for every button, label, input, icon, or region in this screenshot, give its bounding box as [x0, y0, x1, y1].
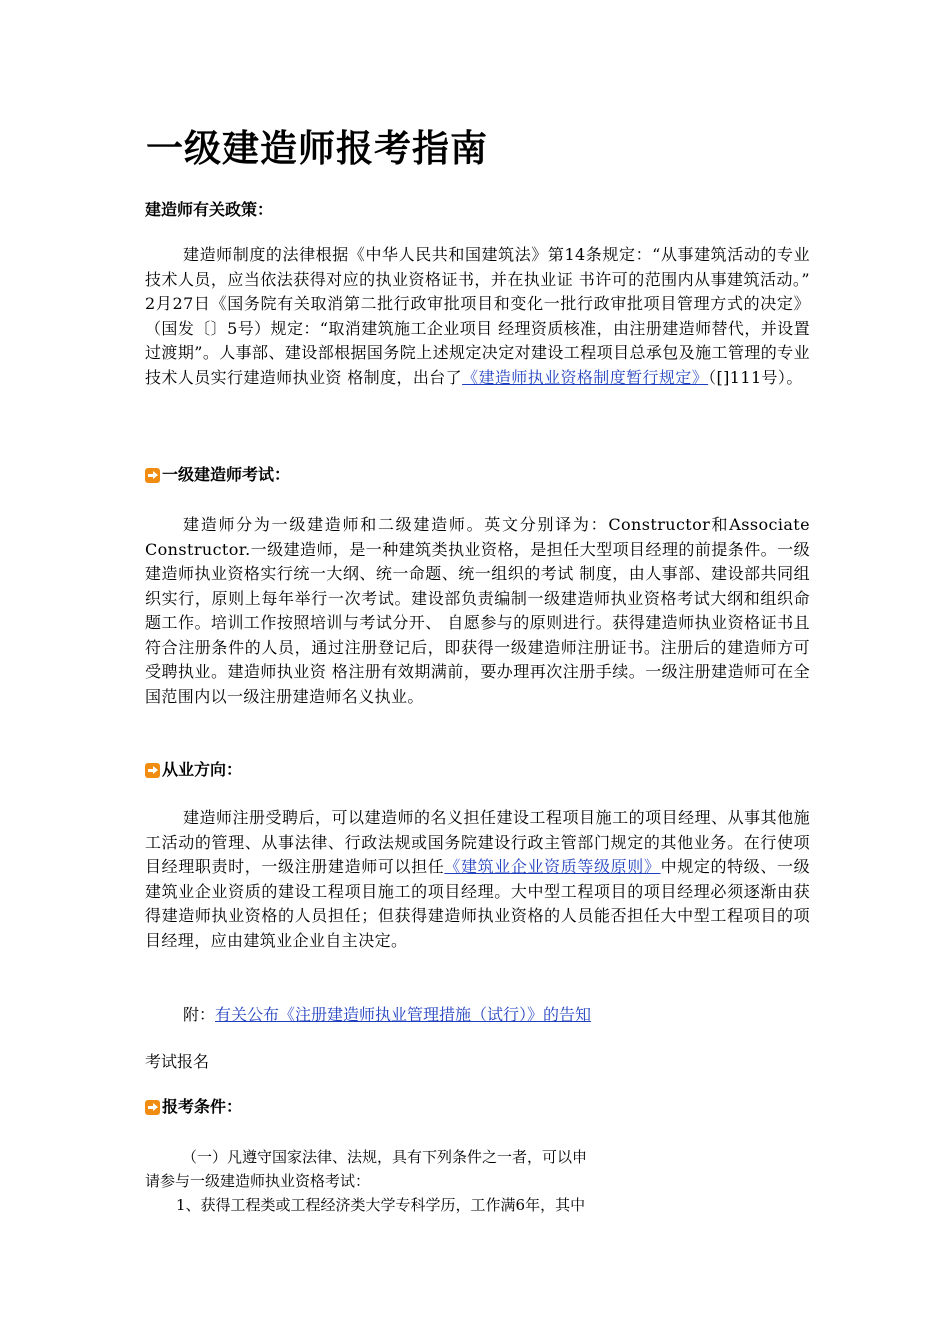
career-text-tail: 中规定的特级、一级建筑业企业资质的建设工程项目施工的项目经理。大中型工程项目的项目经理必须逐渐由获得建造师执业资格的人员担任；但获得建造师执业资格的人员能否担任大中型工程项目的项目经理，应由建筑业企业自主决定。	[145, 857, 811, 950]
conditions-line-2: 请参与一级建造师执业资格考试：	[145, 1172, 371, 1190]
policy-text: 建造师制度的法律根据《中华人民共和国建筑法》第14条规定：“从事建筑活动的专业技术人员，应当依法获得对应的执业资格证书，并在执业证 书许可的范围内从事建筑活动。” 2月27日《国务院有关取消第二批行政审批项目和变化一批行政审批项目管理方式的决定》（国发〔〕5号）规定：“取消建筑施工企业项目 经理资质核准，由注册建造师替代，并设置过渡期”。人事部、建设部根据国务院上述规定决定对建设工程项目总承包及施工管理的专业技术人员实行建造师执业资 格制度，出台了	[145, 245, 810, 387]
policy-paragraph	[145, 243, 810, 390]
policy-text-tail: （[]111号）。	[708, 367, 803, 387]
arrow-right-icon	[145, 1100, 160, 1115]
career-text: 建造师注册受聘后，可以建造师的名义担任建设工程项目施工的项目经理、从事其他施工活动的管理、从事法律、行政法规或国务院建设行政主管部门规定的其他业务。在行使项目经理职责时，一级注册建造师可以担任	[145, 808, 810, 876]
registration-label: 考试报名	[145, 1052, 210, 1071]
attachment-notice-link[interactable]: 有关公布《注册建造师执业管理措施（试行）》的告知	[215, 1005, 592, 1024]
qualification-standard-link[interactable]: 《建筑业企业资质等级原则》	[444, 857, 661, 876]
section-heading-label: 建造师有关政策：	[145, 200, 274, 219]
exam-paragraph: 建造师分为一级建造师和二级建造师。英文分别译为：Constructor和Associate Constructor.一级建造师，是一种建筑类执业资格，是担任大型项目经理的前提条件。一级建造师执业资格实行统一大纲、统一命题、统一组织的考试 制度，由人事部、建设部共同组织实行，原则上每年举行一次考试。建设部负责编制一级建造师执业资格考试大纲和组织命题工作。培训工作按照培训与考试分开、 自愿参与的原则进行。获得建造师执业资格证书且符合注册条件的人员，通过注册登记后，即获得一级建造师注册证书。注册后的建造师方可受聘执业。建造师执业资 格注册有效期满前，要办理再次注册手续。一级注册建造师可在全国范围内以一级注册建造师名义执业。	[145, 515, 810, 706]
section-heading-exam	[145, 464, 290, 486]
section-heading-conditions	[145, 1096, 242, 1118]
arrow-right-icon	[145, 468, 160, 483]
attachment-line	[183, 1003, 591, 1027]
section-heading-policy	[145, 199, 273, 221]
conditions-line-3: 1、获得工程类或工程经济类大学专科学历，工作满6年，其中	[176, 1196, 586, 1214]
career-paragraph	[145, 806, 810, 953]
attachment-prefix: 附：	[183, 1005, 216, 1024]
section-heading-label: 报考条件：	[162, 1097, 243, 1116]
section-heading-label: 从业方向：	[162, 760, 243, 779]
section-heading-career	[145, 759, 242, 781]
policy-regulation-link[interactable]: 《建造师执业资格制度暂行规定》	[462, 367, 709, 387]
conditions-line-1: （一）凡遵守国家法律、法规，具有下列条件之一者，可以申	[182, 1148, 588, 1166]
arrow-right-icon	[145, 763, 160, 778]
page-title: 一级建造师报考指南	[146, 127, 488, 170]
section-heading-label: 一级建造师考试：	[162, 465, 291, 484]
